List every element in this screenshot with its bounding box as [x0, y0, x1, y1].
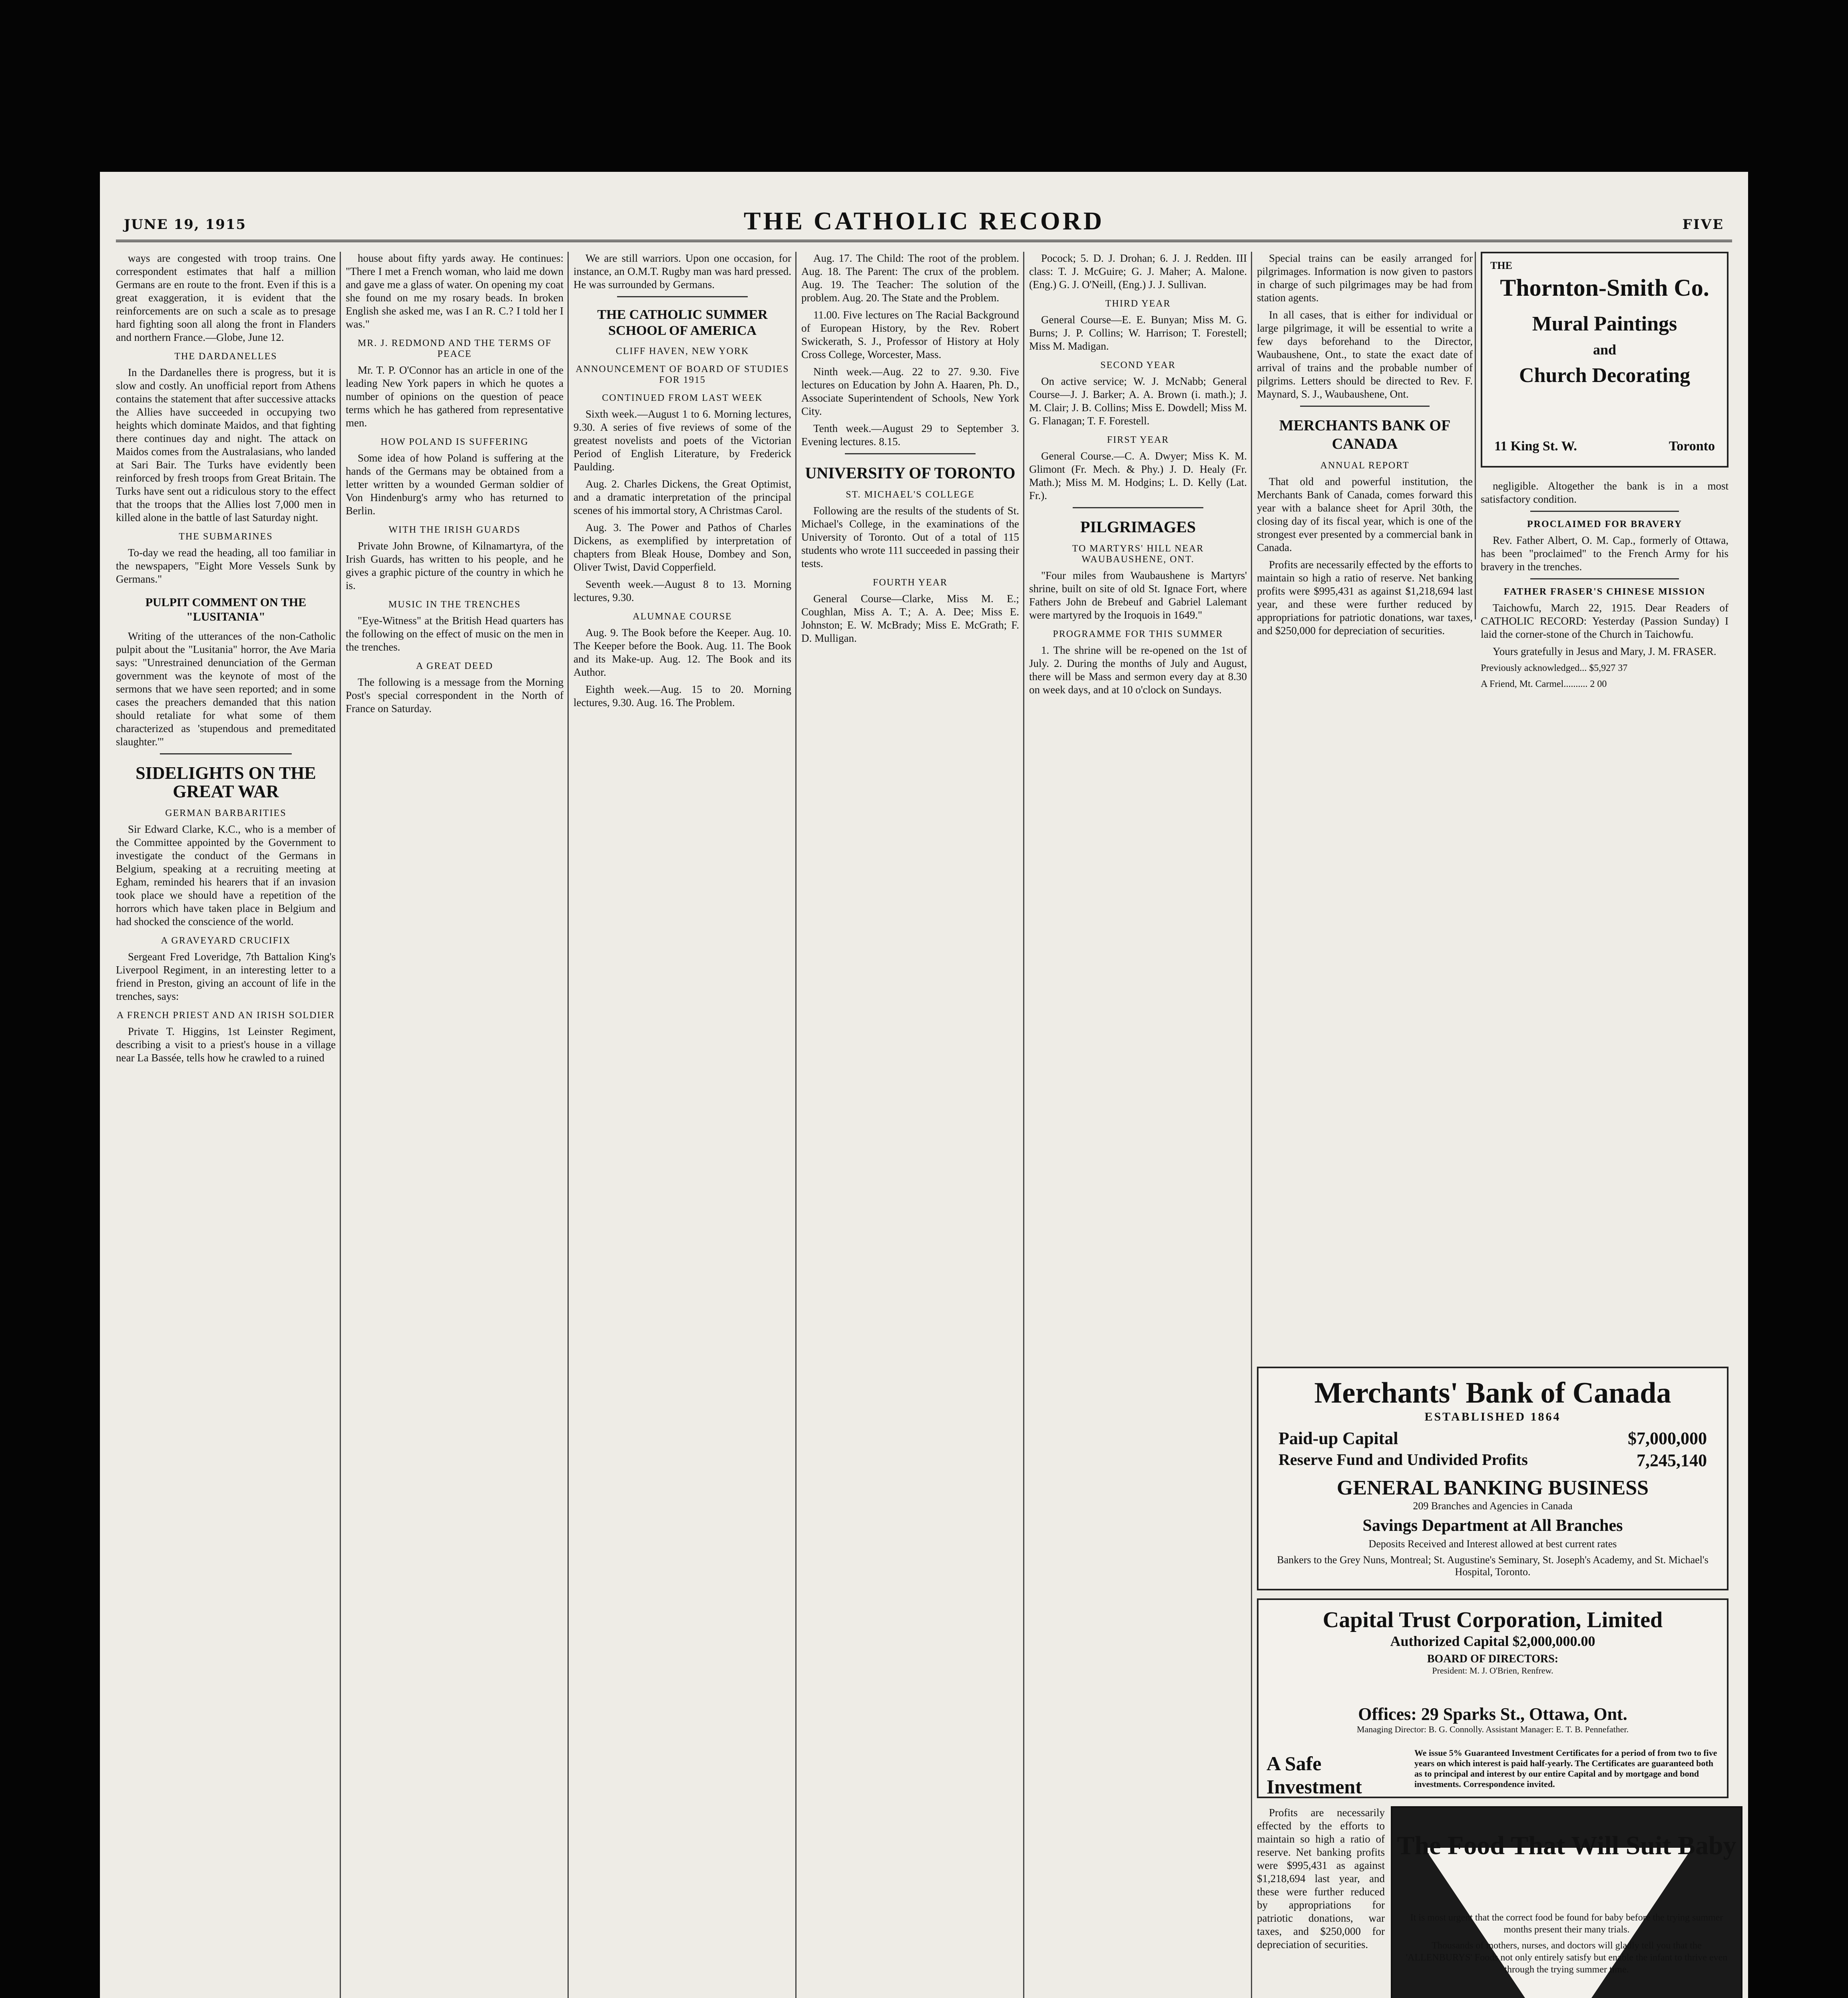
ad-city: Toronto [1669, 439, 1715, 454]
column-4 [801, 252, 1019, 1998]
article-text: negligible. Altogether the bank is in a most satisfactory condition. [1481, 480, 1729, 505]
bank-deposits: Deposits Received and Interest allowed at best current rates [1368, 1538, 1617, 1550]
ad-and: and [1593, 342, 1617, 358]
thornton-smith-ad [1481, 252, 1729, 468]
section-heading: CONTINUED FROM LAST WEEK [602, 393, 763, 403]
article-headline: UNIVERSITY OF TORONTO [805, 464, 1016, 482]
safe-investment: A Safe Investment [1267, 1752, 1362, 1798]
article-text: Private John Browne, of Kilnamartyra, of the Irish Guards, has written to his people, and he gives a graphic picture of the country in which he is. [346, 540, 564, 591]
trust-offices: Offices: 29 Sparks St., Ottawa, Ont. [1358, 1704, 1627, 1724]
column-7 [1481, 480, 1729, 1355]
divider [160, 753, 292, 754]
column-6-lower [1257, 1806, 1385, 1998]
article-headline: PILGRIMAGES [1080, 518, 1196, 536]
article-headline: PULPIT COMMENT ON THE "LUSITANIA" [145, 596, 307, 623]
article-text: Aug. 2. Charles Dickens, the Great Optimist, and a dramatic interpretation of the principal scenes of his immortal story, A Christmas Carol. [574, 478, 791, 516]
column-rule [1475, 252, 1476, 619]
trust-director: Managing Director: B. G. Connolly. Assistant Manager: E. T. B. Pennefather. [1356, 1724, 1629, 1734]
ad-line: Church Decorating [1519, 364, 1690, 387]
article-text: Private T. Higgins, 1st Leinster Regiment, describing a visit to a priest's house in a village near La Bassée, tells how he crawled to a ruined [116, 1025, 336, 1064]
divider [1300, 406, 1430, 407]
section-heading: A FRENCH PRIEST AND AN IRISH SOLDIER [116, 1010, 335, 1021]
article-text: Following are the results of the students of St. Michael's College, in the examinations of the University of Toronto. Out of a total of 115 students who wrote 111 succeeded in passing their tests. [801, 505, 1019, 569]
paid-up-label: Paid-up Capital [1278, 1429, 1398, 1448]
article-text: Aug. 9. The Book before the Keeper. Aug. 10. The Keeper before the Book. Aug. 11. The Book and its Make-up. Aug. 12. The Book and its Author. [574, 627, 791, 678]
article-text: ways are congested with troop trains. One correspondent estimates that half a million Germans are en route to the front. Even if this is a great exaggeration, it is evident that the reinforcements are on such a scale as to presage hard fighting soon all along the front in Flanders and northern France.—Globe, June 12. [116, 252, 336, 343]
section-heading: THE SUBMARINES [179, 531, 273, 542]
column-3 [574, 252, 791, 1998]
column-2 [346, 252, 564, 1998]
column-rule [568, 252, 569, 1998]
trust-title: Capital Trust Corporation, Limited [1322, 1608, 1663, 1632]
divider [1530, 578, 1679, 579]
bank-general: GENERAL BANKING BUSINESS [1336, 1477, 1649, 1499]
article-text: Aug. 3. The Power and Pathos of Charles Dickens, as exemplified by interpretation of chapters from Bleak House, Dombey and Son, Oliver Twist, David Copperfield. [574, 521, 791, 573]
baby-food-title: The Food That Will Suit Baby [1397, 1831, 1736, 1860]
section-heading: WITH THE IRISH GUARDS [388, 525, 521, 535]
article-text: Rev. Father Albert, O. M. Cap., formerly of Ottawa, has been "proclaimed" to the French Army for his bravery in the trenches. [1481, 534, 1729, 573]
article-text: We are still warriors. Upon one occasion, for instance, an O.M.T. Rugby man was hard pressed. He was surrounded by Germans. [574, 252, 791, 291]
article-text: Sergeant Fred Loveridge, 7th Battalion King's Liverpool Regiment, in an interesting letter to a friend in Preston, giving an account of life in the trenches, says: [116, 951, 336, 1002]
divider [1073, 507, 1203, 508]
article-text: 11.00. Five lectures on The Racial Background of European History, by the Rev. Robert Swickerath, S. J., Professor of History at Holy Cross College, Worcester, Mass. [801, 309, 1019, 360]
column-rule [1251, 252, 1252, 1998]
article-headline: THE CATHOLIC SUMMER SCHOOL OF AMERICA [597, 307, 768, 338]
bank-branches: 209 Branches and Agencies in Canada [1413, 1500, 1573, 1512]
article-text: That old and powerful institution, the Merchants Bank of Canada, comes forward this year with a balance sheet for April 30th, the closing day of its fiscal year, which is one of the strongest ever presented by a commercial bank in Canada. [1257, 476, 1473, 553]
trust-board: BOARD OF DIRECTORS: [1427, 1653, 1559, 1665]
section-heading: THE DARDANELLES [174, 351, 277, 362]
section-heading: FOURTH YEAR [872, 577, 948, 588]
article-headline: MERCHANTS BANK OF CANADA [1279, 417, 1451, 452]
article-text: "Four miles from Waubaushene is Martyrs' shrine, built on site of old St. Ignace Fort, where Fathers John de Brebeuf and Gabriel Lalemant were martyred by the Iroquois in 1649." [1029, 569, 1247, 621]
allenburys-ad [1391, 1806, 1742, 1998]
column-rule [795, 252, 797, 1998]
article-text: Ninth week.—Aug. 22 to 27. 9.30. Five lectures on Education by John A. Haaren, Ph. D., Associate Superintendent of Schools, New York City. [801, 366, 1019, 417]
capital-trust-ad [1257, 1598, 1729, 1798]
section-heading: A GREAT DEED [416, 661, 493, 671]
column-6 [1257, 252, 1473, 1355]
section-heading: PROGRAMME FOR THIS SUMMER [1053, 629, 1223, 639]
section-heading: FATHER FRASER'S CHINESE MISSION [1503, 587, 1706, 597]
divider [845, 453, 976, 454]
article-text: Yours gratefully in Jesus and Mary, J. M. FRASER. [1493, 645, 1717, 657]
issue-date: JUNE 19, 1915 [124, 217, 247, 233]
article-text: Mr. T. P. O'Connor has an article in one of the leading New York papers in which he quotes a number of opinions on the question of peace terms which he has gathered from representative men. [346, 364, 564, 429]
trust-capital: Authorized Capital $2,000,000.00 [1390, 1633, 1595, 1649]
section-heading: ST. MICHAEL'S COLLEGE [846, 490, 975, 500]
section-heading: ALUMNAE COURSE [633, 611, 732, 622]
article-text: Writing of the utterances of the non-Catholic pulpit about the "Lusitania" horror, the Ave Maria says: "Unrestrained denunciation of the German government was the keynote of most of the sermons that we have seen reported; and in some cases the preachers demanded that this nation should retaliate for what some of them characterized as 'stupendous and premeditated slaughter.'" [116, 630, 336, 748]
column-rule [340, 252, 341, 1998]
article-headline: SIDELIGHTS ON THE GREAT WAR [135, 763, 316, 801]
article-text: Profits are necessarily effected by the efforts to maintain so high a ratio of reserve. Net banking profits were $995,431 as against $1,218,694 last year, and these were further reduced by appropriations for patriotic donations, war taxes, and $250,000 for depreciation of securities. [1257, 1807, 1385, 1950]
article-text: Aug. 17. The Child: The root of the problem. Aug. 18. The Parent: The crux of the problem. Aug. 19. The Teacher: The solution of the problem. Aug. 20. The State and the Problem. [801, 252, 1019, 304]
trust-president: President: M. J. O'Brien, Renfrew. [1432, 1666, 1553, 1676]
article-text: house about fifty yards away. He continues: "There I met a French woman, who laid me down and gave me a glass of water. On opening my coat she found on me my rosary beads. In broken English she asked me, was I an R. C.? I told her I was." [346, 252, 564, 330]
ad-company-name: Thornton-Smith Co. [1500, 275, 1709, 301]
section-heading: CLIFF HAVEN, NEW YORK [615, 346, 749, 356]
ad-text: It is most urgent that the correct food be found for baby before the trying summer months present their many trials. [1410, 1912, 1723, 1935]
ad-the: THE [1490, 260, 1512, 271]
baby-ad-body [1404, 1912, 1729, 1980]
merchants-bank-ad [1257, 1367, 1729, 1590]
article-text: In the Dardanelles there is progress, but it is slow and costly. An unofficial report from Athens contains the statement that after successive attacks the Allies have succeeded in occupying two heights which dominate Maidos, and that fighting there continues day and night. The attack on Maidos comes from the Australasians, who landed at Sari Bair. The Turks have evidently been reinforced by fresh troops from Great Britain. The Turks have sent out a ridiculous story to the effect that the troops that the Allies lost 7,000 men in killed alone in the battle of last Saturday night. [116, 366, 336, 523]
article-text: Special trains can be easily arranged for pilgrimages. Information is now given to pastors in charge of such pilgrimages may be had from station agents. [1257, 252, 1473, 304]
bank-established: ESTABLISHED 1864 [1424, 1410, 1561, 1423]
ad-address: 11 King St. W. [1494, 439, 1577, 454]
section-heading: MR. J. REDMOND AND THE TERMS OF PEACE [357, 338, 552, 359]
column-rule [1023, 252, 1024, 1998]
article-text: Sixth week.—August 1 to 6. Morning lectures, 9.30. A series of five reviews of some of the greatest novelists and poets of the Victorian Period of English Literature, by Frederick Paulding. [574, 408, 791, 473]
article-text: Pocock; 5. D. J. Drohan; 6. J. J. Redden. III class: T. J. McGuire; G. J. Maher; A. Malone. (Eng.) G. J. O'Neill, (Eng.) J. J. Sullivan. [1029, 252, 1247, 291]
section-heading: SECOND YEAR [1100, 360, 1176, 370]
reserve-value: 7,245,140 [1637, 1451, 1707, 1470]
article-text: "Eye-Witness" at the British Head quarters has the following on the effect of music on the men in the trenches. [346, 615, 564, 653]
article-text: Taichowfu, March 22, 1915. Dear Readers of CATHOLIC RECORD: Yesterday (Passion Sunday) I laid the corner-stone of the Church in Taichowfu. [1481, 602, 1729, 640]
article-text: To-day we read the heading, all too familiar in the newspapers, "Eight More Vessels Sunk by Germans." [116, 547, 336, 585]
section-heading: FIRST YEAR [1107, 435, 1169, 445]
article-text: On active service; W. J. McNabb; General Course—J. J. Barker; A. A. Brown (i. math.); J. M. Clair; J. B. Collins; Miss E. Dowdell; Miss M. G. Flanagan; T. F. Forestell. [1029, 375, 1247, 427]
safe-text: We issue 5% Guaranteed Investment Certificates for a period of from two to five years on which interest is paid half-yearly. The Certificates are guaranteed both as to principal and interest by our entire Capital and by mortgage and bond investments. Correspondence invited. [1414, 1748, 1717, 1789]
page-number: FIVE [1682, 217, 1724, 233]
divider [617, 296, 748, 297]
acknowledgement: Previously acknowledged... $5,927 37 [1481, 663, 1628, 673]
divider [1530, 511, 1679, 512]
reserve-label: Reserve Fund and Undivided Profits [1278, 1451, 1528, 1469]
section-heading: ANNUAL REPORT [1320, 460, 1410, 471]
article-text: General Course.—C. A. Dwyer; Miss K. M. Glimont (Fr. Mech. & Phy.) J. D. Healy (Fr. Math.); Miss M. M. Hodgins; L. D. Kelly (Lat. Fr.). [1029, 450, 1247, 501]
article-text: 1. The shrine will be re-opened on the 1st of July. 2. During the months of July and August, there will be Mass and sermon every day at 8.30 on week days, and at 10 o'clock on Sundays. [1029, 644, 1247, 696]
section-heading: TO MARTYRS' HILL NEAR WAUBAUSHENE, ONT. [1072, 543, 1204, 565]
column-1 [116, 252, 336, 1998]
section-heading: GERMAN BARBARITIES [165, 808, 287, 818]
article-text: General Course—Clarke, Miss M. E.; Coughlan, Miss A. T.; A. A. Dee; Miss E. Johnston; E. W. McBrady; Miss E. McGrath; F. D. Mulligan. [801, 593, 1019, 644]
article-text: General Course—E. E. Bunyan; Miss M. G. Burns; J. P. Collins; W. Harrison; T. Forestell; Miss M. Madigan. [1029, 314, 1247, 352]
article-text: Eighth week.—Aug. 15 to 20. Morning lectures, 9.30. Aug. 16. The Problem. [574, 683, 791, 708]
section-heading: A GRAVEYARD CRUCIFIX [161, 935, 291, 946]
article-text: In all cases, that is either for individual or large pilgrimage, it will be essential to write a few days beforehand to the Director, Waubaushene, Ont., to state the exact date of arrival of trains and the probable number of pilgrims. Letters should be directed to Rev. F. Maynard, S. J., Waubaushene, Ont. [1257, 309, 1473, 400]
article-text: The following is a message from the Morning Post's special correspondent in the North of France on Saturday. [346, 676, 564, 714]
column-5 [1029, 252, 1247, 1998]
article-text: Profits are necessarily effected by the efforts to maintain so high a ratio of reserve. Net banking profits were $995,431 as against $1,218,694 last year, and these were further reduced by appropriations for patriotic donations, war taxes, and $250,000 for depreciation of securities. [1257, 559, 1473, 637]
section-heading: PROCLAIMED FOR BRAVERY [1527, 519, 1683, 529]
masthead [116, 196, 1732, 242]
section-heading: MUSIC IN THE TRENCHES [388, 599, 521, 610]
section-heading: THIRD YEAR [1105, 299, 1171, 309]
article-text: Some idea of how Poland is suffering at the hands of the Germans may be obtained from a letter written by a wounded German soldier of Von Hindenburg's army who has returned to Berlin. [346, 452, 564, 517]
paid-up-value: $7,000,000 [1628, 1429, 1707, 1448]
article-text: Tenth week.—August 29 to September 3. Evening lectures. 8.15. [801, 422, 1019, 448]
section-heading: ANNOUNCEMENT OF BOARD OF STUDIES FOR 1915 [576, 364, 789, 385]
newspaper-title: THE CATHOLIC RECORD [743, 207, 1105, 235]
article-text: Sir Edward Clarke, K.C., who is a member of the Committee appointed by the Government to investigate the conduct of the Germans in Belgium, speaking at a recruiting meeting at Egham, reminded his hearers that if an invasion took place we should have a repetition of the horrors which have taken place in Belgium and had shocked the conscience of the world. [116, 823, 336, 927]
newspaper-page [100, 172, 1748, 1998]
bank-title: Merchants' Bank of Canada [1314, 1377, 1671, 1409]
acknowledgement: A Friend, Mt. Carmel.......... 2 00 [1481, 679, 1607, 689]
bank-savings: Savings Department at All Branches [1362, 1516, 1623, 1535]
ad-line: Mural Paintings [1532, 312, 1677, 335]
section-heading: HOW POLAND IS SUFFERING [380, 437, 529, 447]
bank-bankers: Bankers to the Grey Nuns, Montreal; St. Augustine's Seminary, St. Joseph's Academy, and St. Michael's Hospital, Toronto. [1277, 1554, 1709, 1578]
article-text: Seventh week.—August 8 to 13. Morning lectures, 9.30. [574, 578, 791, 603]
ad-text: Thousands of mothers, nurses, and doctors will gladly tell you that the 'ALLENBURYS' Foods not only entirely satisfy but enable the infant to thrive even through the trying summer time. [1406, 1940, 1728, 1975]
